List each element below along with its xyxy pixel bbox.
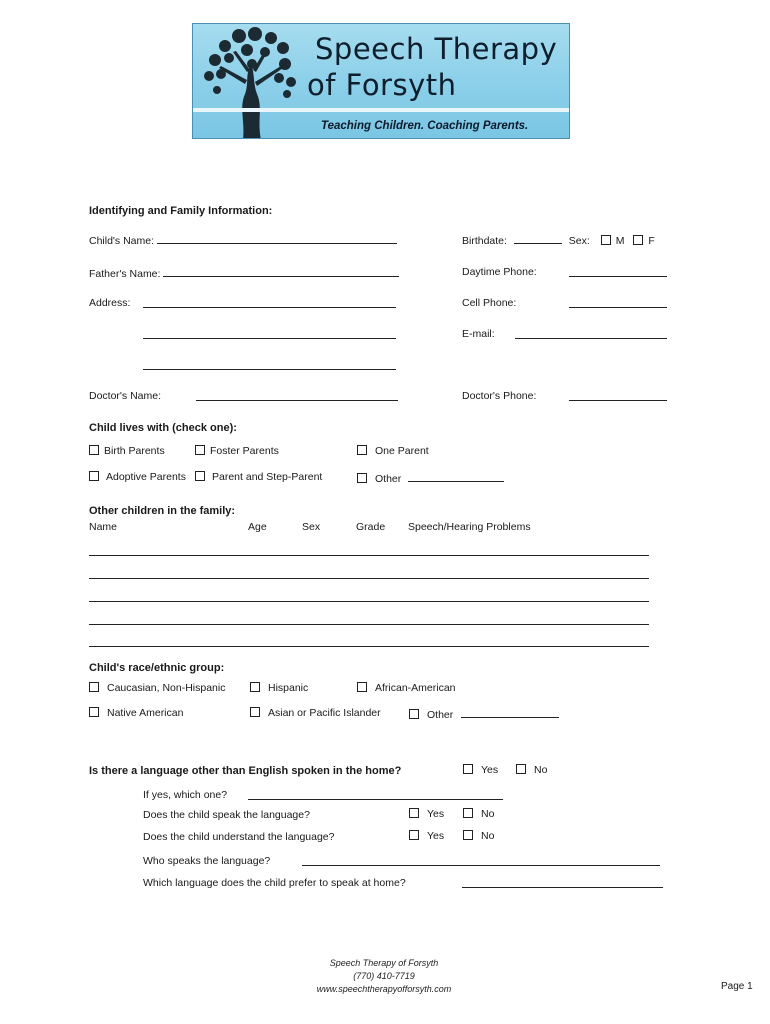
daytime-phone-line[interactable] bbox=[569, 266, 667, 277]
option-understand-yes[interactable] bbox=[409, 830, 444, 842]
child-row-line-3[interactable] bbox=[89, 591, 649, 602]
childs-name-line[interactable] bbox=[157, 233, 397, 244]
hispanic-checkbox[interactable] bbox=[250, 682, 260, 692]
footer-website: www.speechtherapyofforsyth.com bbox=[316, 984, 452, 994]
understand-yes-label: Yes bbox=[427, 830, 445, 842]
option-hispanic[interactable] bbox=[250, 682, 308, 694]
language-no-label: No bbox=[534, 764, 548, 776]
other-race-checkbox[interactable] bbox=[409, 709, 419, 719]
logo-tagline: Teaching Children. Coaching Parents. bbox=[321, 120, 529, 132]
option-language-no[interactable] bbox=[516, 764, 547, 776]
speak-yes-label: Yes bbox=[427, 808, 445, 820]
cell-phone-label: Cell Phone: bbox=[462, 297, 517, 309]
footer-phone: (770) 410-7719 bbox=[353, 971, 415, 981]
birthdate-label: Birthdate: bbox=[462, 235, 507, 247]
prefer-language-line[interactable] bbox=[462, 877, 663, 888]
other-race-line[interactable] bbox=[461, 707, 559, 718]
other-lives-with-label: Other bbox=[375, 473, 402, 485]
caucasian-label: Caucasian, Non-Hispanic bbox=[107, 682, 226, 694]
one-parent-checkbox[interactable] bbox=[357, 445, 367, 455]
field-birthdate[interactable] bbox=[462, 233, 655, 247]
tree-logo-icon bbox=[195, 24, 307, 139]
doctors-phone-label: Doctor's Phone: bbox=[462, 390, 537, 402]
field-fathers-name[interactable] bbox=[89, 266, 399, 280]
language-no-checkbox[interactable] bbox=[516, 764, 526, 774]
address-line-2[interactable] bbox=[143, 328, 396, 339]
option-foster-parents[interactable] bbox=[195, 445, 279, 457]
if-yes-label: If yes, which one? bbox=[143, 789, 228, 801]
hispanic-label: Hispanic bbox=[268, 682, 309, 694]
address-line-3[interactable] bbox=[143, 359, 396, 370]
address-line-1[interactable] bbox=[143, 297, 396, 308]
option-birth-parents[interactable] bbox=[89, 445, 165, 457]
option-adoptive-parents[interactable] bbox=[89, 471, 186, 483]
col-header-speech-hearing: Speech/Hearing Problems bbox=[408, 521, 531, 533]
option-other-lives-with[interactable] bbox=[357, 471, 504, 485]
understand-no-checkbox[interactable] bbox=[463, 830, 473, 840]
other-race-label: Other bbox=[427, 709, 454, 721]
child-row-line-1[interactable] bbox=[89, 545, 649, 556]
understand-no-label: No bbox=[481, 830, 495, 842]
footer-name: Speech Therapy of Forsyth bbox=[329, 958, 439, 968]
logo-title-line1: Speech Therapy bbox=[315, 32, 558, 66]
option-parent-step-parent[interactable] bbox=[195, 471, 322, 483]
logo-banner bbox=[192, 23, 570, 139]
asian-pacific-label: Asian or Pacific Islander bbox=[268, 707, 381, 719]
col-header-age: Age bbox=[248, 521, 267, 533]
speak-no-checkbox[interactable] bbox=[463, 808, 473, 818]
speak-language-label: Does the child speak the language? bbox=[143, 809, 310, 821]
who-speaks-label: Who speaks the language? bbox=[143, 855, 271, 867]
option-understand-no[interactable] bbox=[463, 830, 494, 842]
cell-phone-line[interactable] bbox=[569, 297, 667, 308]
field-childs-name[interactable] bbox=[89, 233, 397, 247]
african-american-checkbox[interactable] bbox=[357, 682, 367, 692]
parent-step-parent-checkbox[interactable] bbox=[195, 471, 205, 481]
adoptive-parents-label: Adoptive Parents bbox=[106, 471, 186, 483]
doctors-name-label: Doctor's Name: bbox=[89, 390, 162, 402]
birth-parents-checkbox[interactable] bbox=[89, 445, 99, 455]
language-yes-checkbox[interactable] bbox=[463, 764, 473, 774]
understand-language-label: Does the child understand the language? bbox=[143, 831, 335, 843]
sex-f-label: F bbox=[648, 235, 655, 247]
doctors-phone-line[interactable] bbox=[569, 390, 667, 401]
birthdate-line[interactable] bbox=[514, 233, 562, 244]
adoptive-parents-checkbox[interactable] bbox=[89, 471, 99, 481]
birth-parents-label: Birth Parents bbox=[104, 445, 165, 457]
native-american-label: Native American bbox=[107, 707, 184, 719]
sex-label: Sex: bbox=[568, 235, 590, 247]
section-heading-other-children: Other children in the family: bbox=[89, 505, 236, 517]
foster-parents-checkbox[interactable] bbox=[195, 445, 205, 455]
daytime-phone-label: Daytime Phone: bbox=[462, 266, 537, 278]
option-speak-yes[interactable] bbox=[409, 808, 444, 820]
section-heading-identifying: Identifying and Family Information: bbox=[89, 205, 273, 217]
childs-name-label: Child's Name: bbox=[89, 235, 155, 247]
logo-title-line2: of Forsyth bbox=[307, 68, 457, 102]
section-heading-lives-with: Child lives with (check one): bbox=[89, 422, 237, 434]
option-language-yes[interactable] bbox=[463, 764, 498, 776]
option-asian-pacific[interactable] bbox=[250, 707, 381, 719]
col-header-sex: Sex bbox=[302, 521, 321, 533]
foster-parents-label: Foster Parents bbox=[210, 445, 279, 457]
african-american-label: African-American bbox=[375, 682, 456, 694]
language-question: Is there a language other than English spoken in the home? bbox=[89, 765, 402, 777]
option-other-race[interactable] bbox=[409, 707, 559, 721]
other-lives-with-checkbox[interactable] bbox=[357, 473, 367, 483]
logo-divider bbox=[193, 108, 570, 112]
who-speaks-line[interactable] bbox=[302, 855, 660, 866]
if-yes-line[interactable] bbox=[248, 789, 503, 800]
child-row-line-5[interactable] bbox=[89, 636, 649, 647]
email-line[interactable] bbox=[515, 328, 667, 339]
section-heading-race: Child's race/ethnic group: bbox=[89, 662, 225, 674]
option-native-american[interactable] bbox=[89, 707, 183, 719]
page-number: Page 1 bbox=[721, 981, 753, 992]
fathers-name-line[interactable] bbox=[163, 266, 399, 277]
parent-step-parent-label: Parent and Step-Parent bbox=[212, 471, 323, 483]
speak-no-label: No bbox=[481, 808, 495, 820]
child-row-line-2[interactable] bbox=[89, 568, 649, 579]
option-african-american[interactable] bbox=[357, 682, 456, 694]
prefer-language-label: Which language does the child prefer to speak at home? bbox=[143, 877, 406, 889]
understand-yes-checkbox[interactable] bbox=[409, 830, 419, 840]
address-label: Address: bbox=[89, 297, 131, 309]
doctors-name-line[interactable] bbox=[196, 390, 398, 401]
one-parent-label: One Parent bbox=[375, 445, 429, 457]
language-yes-label: Yes bbox=[481, 764, 499, 776]
col-header-grade: Grade bbox=[356, 521, 386, 533]
asian-pacific-checkbox[interactable] bbox=[250, 707, 260, 717]
fathers-name-label: Father's Name: bbox=[89, 268, 161, 280]
other-lives-with-line[interactable] bbox=[408, 471, 504, 482]
speak-yes-checkbox[interactable] bbox=[409, 808, 419, 818]
sex-m-label: M bbox=[615, 235, 625, 247]
option-speak-no[interactable] bbox=[463, 808, 494, 820]
col-header-name: Name bbox=[89, 521, 118, 533]
email-label: E-mail: bbox=[462, 328, 495, 340]
child-row-line-4[interactable] bbox=[89, 614, 649, 625]
sex-m-checkbox[interactable] bbox=[601, 235, 611, 245]
native-american-checkbox[interactable] bbox=[89, 707, 99, 717]
sex-f-checkbox[interactable] bbox=[633, 235, 643, 245]
option-caucasian[interactable] bbox=[89, 682, 225, 694]
caucasian-checkbox[interactable] bbox=[89, 682, 99, 692]
option-one-parent[interactable] bbox=[357, 445, 429, 457]
